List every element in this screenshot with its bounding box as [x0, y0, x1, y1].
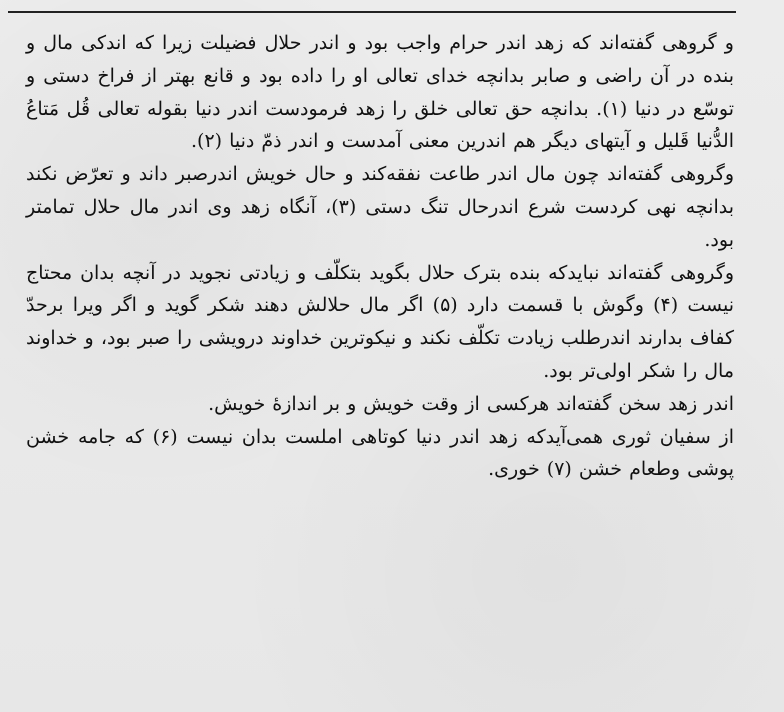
text-block	[26, 27, 734, 486]
paragraph-4: اندر زهد سخن گفته‌اند هرکسی از وقت خویش و بر اندازهٔ خویش.	[208, 392, 734, 415]
paragraph-5: از سفیان ثوری همی‌آیدکه زهد اندر دنیا کوتاهی املست بدان نیست (۶) که جامه خشن پوشی وطعام خشن (۷) خوری.	[26, 425, 734, 481]
paragraph-1: و گروهی گفته‌اند که زهد اندر حرام واجب بود و اندر حلال فضیلت زیرا که اندکی مال و بنده در آن راضی و صابر بدانچه خدای تعالی او را داده بود و قانع بهتر از فراخ دستی و توسّع در دنیا (۱). بدانچه حق تعالی خلق را زهد فرمودست اندر دنیا بقوله تعالی قُل مَتاعُ الدُّنیا قَلیل و آیتهای دیگر هم اندرین معنی آمدست و اندر ذمّ دنیا (۲).	[26, 32, 734, 153]
top-divider	[8, 11, 736, 13]
paragraph-3: وگروهی گفته‌اند نبایدکه بنده بترک حلال بگوید بتکلّف و زیادتی نجوید در آنچه بدان محتاج نیست (۴) وگوش با قسمت دارد (۵) اگر مال حلالش دهند شکر گوید و اگر ویرا برحدّ کفاف بدارند اندرطلب زیادت تکلّف نکند و نیکوترین خداوند درویشی را صبر بود، و خداوند مال را شکر اولی‌تر بود.	[26, 261, 734, 382]
paragraph-2: وگروهی گفته‌اند چون مال اندر طاعت نفقه‌کند و حال خویش اندرصبر داند و تعرّض نکند بدانچه نهی کردست شرع اندرحال تنگ دستی (۳)، آنگاه زهد وی اندر مال حلال تمامتر بود.	[26, 163, 734, 251]
